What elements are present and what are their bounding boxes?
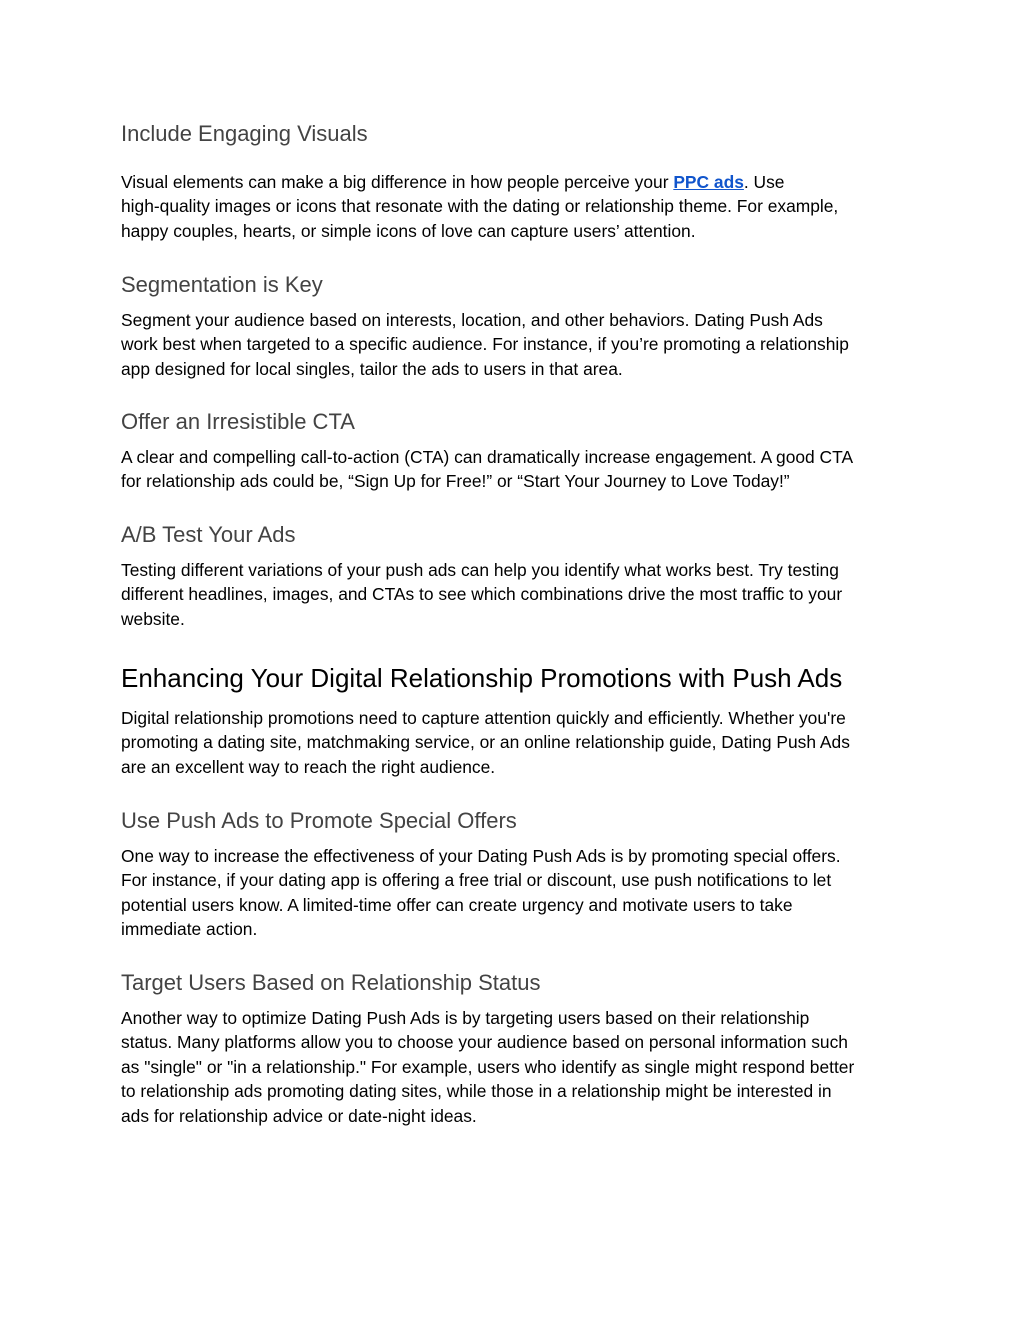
paragraph-line: different headlines, images, and CTAs to see which combinations drive the most traffic to your (121, 584, 843, 605)
paragraph-segmentation (121, 308, 911, 381)
paragraph-line: high-quality images or icons that resonate with the dating or relationship theme. For example, (121, 196, 839, 217)
paragraph-line: website. (121, 608, 185, 629)
paragraph-ab-test (121, 558, 911, 631)
paragraph-line: Another way to optimize Dating Push Ads is by targeting users based on their relationship (121, 1008, 810, 1028)
paragraph-line: happy couples, hearts, or simple icons of love can capture users’ attention. (121, 220, 696, 241)
paragraph-line: One way to increase the effectiveness of your Dating Push Ads is by promoting special offers. (121, 846, 841, 866)
paragraph-line: are an excellent way to reach the right audience. (121, 756, 496, 777)
text-segment: . Use (743, 172, 785, 192)
paragraph-line: A clear and compelling call-to-action (CTA) can dramatically increase engagement. A good CTA (121, 447, 854, 467)
heading-enhancing-digital-relationship-promotions: Enhancing Your Digital Relationship Promotions with Push Ads (121, 663, 843, 693)
ppc-ads-link[interactable]: PPC ads (673, 172, 744, 192)
paragraph-line: app designed for local singles, tailor the ads to users in that area. (121, 358, 623, 379)
heading-ab-test-your-ads: A/B Test Your Ads (121, 522, 296, 547)
paragraph-line: Digital relationship promotions need to capture attention quickly and efficiently. Whether you're (121, 708, 846, 728)
paragraph-line: status. Many platforms allow you to choose your audience based on personal information such (121, 1032, 848, 1053)
heading-segmentation-is-key: Segmentation is Key (121, 272, 323, 297)
paragraph-cta (121, 445, 911, 494)
paragraph-line: work best when targeted to a specific audience. For instance, if you’re promoting a relationship (121, 334, 849, 355)
paragraph-engaging-visuals (121, 170, 911, 243)
paragraph-line: to relationship ads promoting dating sites, while those in a relationship might be interested in (121, 1081, 832, 1102)
paragraph-line: as "single" or "in a relationship." For example, users who identify as single might respond better (121, 1056, 855, 1077)
paragraph-line: promoting a dating site, matchmaking service, or an online relationship guide, Dating Push Ads (121, 732, 850, 753)
paragraph-line (121, 170, 911, 194)
paragraph-relationship-status (121, 1006, 911, 1128)
paragraph-enhancing (121, 706, 911, 779)
paragraph-line: For instance, if your dating app is offering a free trial or discount, use push notifications to let (121, 870, 832, 891)
paragraph-line: for relationship ads could be, “Sign Up for Free!” or “Start Your Journey to Love Today!” (121, 471, 790, 492)
paragraph-line: potential users know. A limited-time offer can create urgency and motivate users to take (121, 894, 793, 915)
paragraph-special-offers (121, 844, 911, 942)
heading-offer-irresistible-cta: Offer an Irresistible CTA (121, 409, 355, 434)
paragraph-line: immediate action. (121, 919, 258, 940)
paragraph-line: Segment your audience based on interests, location, and other behaviors. Dating Push Ads (121, 310, 823, 330)
heading-promote-special-offers: Use Push Ads to Promote Special Offers (121, 808, 517, 833)
text-segment: Visual elements can make a big difference in how people perceive your (121, 172, 674, 192)
heading-target-relationship-status: Target Users Based on Relationship Status (121, 970, 541, 995)
heading-include-engaging-visuals: Include Engaging Visuals (121, 121, 368, 146)
paragraph-line: ads for relationship advice or date-night ideas. (121, 1105, 477, 1126)
paragraph-line: Testing different variations of your push ads can help you identify what works best. Try testing (121, 560, 839, 580)
